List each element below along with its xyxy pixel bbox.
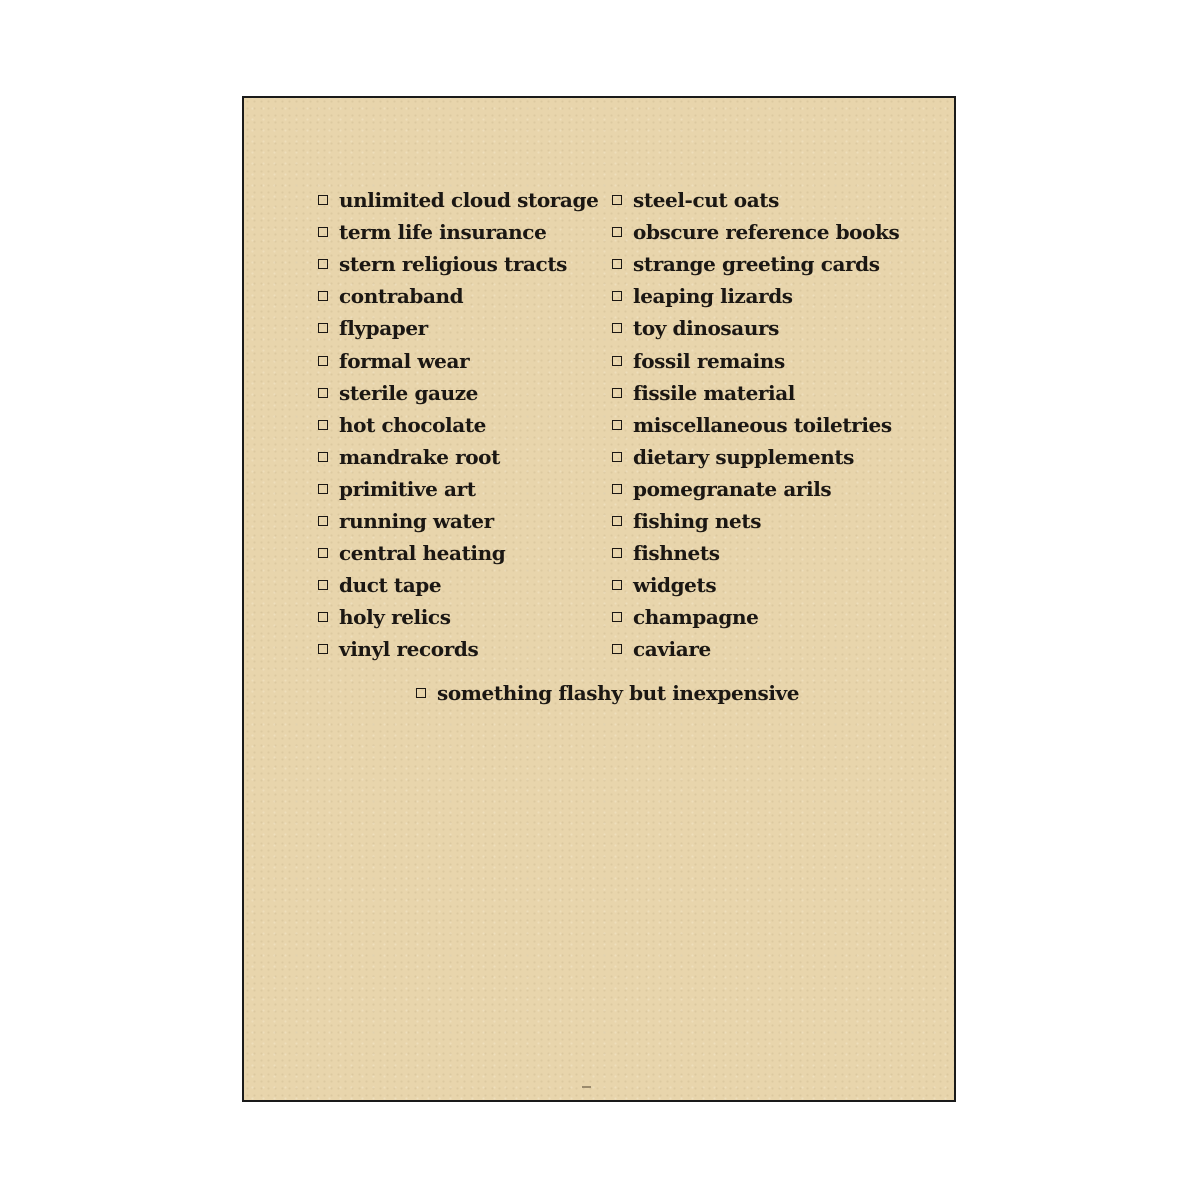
checklist-item-label: unlimited cloud storage <box>339 188 599 213</box>
checklist-item <box>612 344 899 376</box>
checklist-item <box>612 633 899 665</box>
paper-speck <box>582 1086 591 1088</box>
checkbox-icon[interactable] <box>318 548 328 558</box>
checkbox-icon[interactable] <box>612 548 622 558</box>
checklist-right-column <box>612 184 899 665</box>
checklist-item-label: champagne <box>633 605 759 630</box>
checklist-item <box>318 280 598 312</box>
checkbox-icon[interactable] <box>318 259 328 269</box>
checklist-item <box>318 377 598 409</box>
checklist-item <box>318 633 598 665</box>
checklist-item-label: primitive art <box>339 476 476 501</box>
checkbox-icon[interactable] <box>416 688 426 698</box>
checklist-item-label: fissile material <box>633 380 795 405</box>
checklist-item <box>318 312 598 344</box>
checkbox-icon[interactable] <box>318 452 328 462</box>
checklist-item-label: widgets <box>633 573 717 598</box>
checklist-item <box>318 569 598 601</box>
checkbox-icon[interactable] <box>612 644 622 654</box>
checkbox-icon[interactable] <box>612 612 622 622</box>
checklist-item <box>318 505 598 537</box>
checklist-item-label: fishing nets <box>633 508 762 533</box>
checklist-item-label: strange greeting cards <box>633 252 880 277</box>
checklist-item-label: fossil remains <box>633 348 785 373</box>
checklist-final-item <box>416 677 799 709</box>
checkbox-icon[interactable] <box>318 356 328 366</box>
checklist-item <box>612 216 899 248</box>
checklist-item-label: central heating <box>339 541 506 566</box>
checklist-item <box>318 344 598 376</box>
checklist-item-label: flypaper <box>339 316 428 341</box>
checklist-item-label: sterile gauze <box>339 380 479 405</box>
checklist-item <box>612 601 899 633</box>
checklist-item-label: term life insurance <box>339 220 547 245</box>
checkbox-icon[interactable] <box>612 516 622 526</box>
checklist-item-label: obscure reference books <box>633 220 900 245</box>
checkbox-icon[interactable] <box>318 291 328 301</box>
checklist-item-label: steel-cut oats <box>633 188 779 213</box>
checklist-item-label: hot chocolate <box>339 412 486 437</box>
checkbox-icon[interactable] <box>612 452 622 462</box>
checklist-item <box>612 473 899 505</box>
checklist-item <box>318 184 598 216</box>
checklist-item <box>318 248 598 280</box>
checkbox-icon[interactable] <box>318 227 328 237</box>
checkbox-icon[interactable] <box>612 291 622 301</box>
checkbox-icon[interactable] <box>612 323 622 333</box>
checklist-item <box>612 409 899 441</box>
checklist-item <box>612 441 899 473</box>
checklist-item-label: something flashy but inexpensive <box>437 681 800 706</box>
checklist-item <box>318 409 598 441</box>
checkbox-icon[interactable] <box>318 420 328 430</box>
checkbox-icon[interactable] <box>318 323 328 333</box>
checklist-item <box>318 473 598 505</box>
checkbox-icon[interactable] <box>318 195 328 205</box>
checkbox-icon[interactable] <box>318 580 328 590</box>
checkbox-icon[interactable] <box>318 484 328 494</box>
checklist-item <box>612 569 899 601</box>
checklist-item-label: fishnets <box>633 541 720 566</box>
checklist-item <box>612 537 899 569</box>
checklist-item-label: holy relics <box>339 605 451 630</box>
checklist-item <box>612 280 899 312</box>
checklist-item-label: pomegranate arils <box>633 476 832 501</box>
checkbox-icon[interactable] <box>318 516 328 526</box>
checklist-item <box>318 216 598 248</box>
checklist-item-label: duct tape <box>339 573 442 598</box>
checklist-item-label: stern religious tracts <box>339 252 568 277</box>
checklist-item <box>612 505 899 537</box>
checklist-item-label: toy dinosaurs <box>633 316 779 341</box>
checkbox-icon[interactable] <box>612 195 622 205</box>
checklist-item-label: mandrake root <box>339 444 500 469</box>
checkbox-icon[interactable] <box>318 612 328 622</box>
checklist-item-label: contraband <box>339 284 464 309</box>
checklist-item-label: miscellaneous toiletries <box>633 412 892 437</box>
checkbox-icon[interactable] <box>612 420 622 430</box>
checklist-item <box>318 537 598 569</box>
checklist-item-label: caviare <box>633 637 711 662</box>
checklist-item-label: leaping lizards <box>633 284 793 309</box>
checklist-item <box>612 312 899 344</box>
checklist-item <box>318 601 598 633</box>
checkbox-icon[interactable] <box>318 644 328 654</box>
checkbox-icon[interactable] <box>612 580 622 590</box>
greeting-card <box>242 96 956 1102</box>
checklist-item-label: running water <box>339 508 494 533</box>
checkbox-icon[interactable] <box>612 484 622 494</box>
checklist-item-label: formal wear <box>339 348 470 373</box>
checkbox-icon[interactable] <box>318 388 328 398</box>
checklist-item-label: dietary supplements <box>633 444 855 469</box>
checklist-item <box>612 248 899 280</box>
checklist-left-column <box>318 184 598 665</box>
checkbox-icon[interactable] <box>612 388 622 398</box>
checklist-item <box>612 184 899 216</box>
checkbox-icon[interactable] <box>612 259 622 269</box>
checkbox-icon[interactable] <box>612 356 622 366</box>
checklist-item-label: vinyl records <box>339 637 479 662</box>
checklist-item <box>612 377 899 409</box>
checklist-item <box>318 441 598 473</box>
checkbox-icon[interactable] <box>612 227 622 237</box>
